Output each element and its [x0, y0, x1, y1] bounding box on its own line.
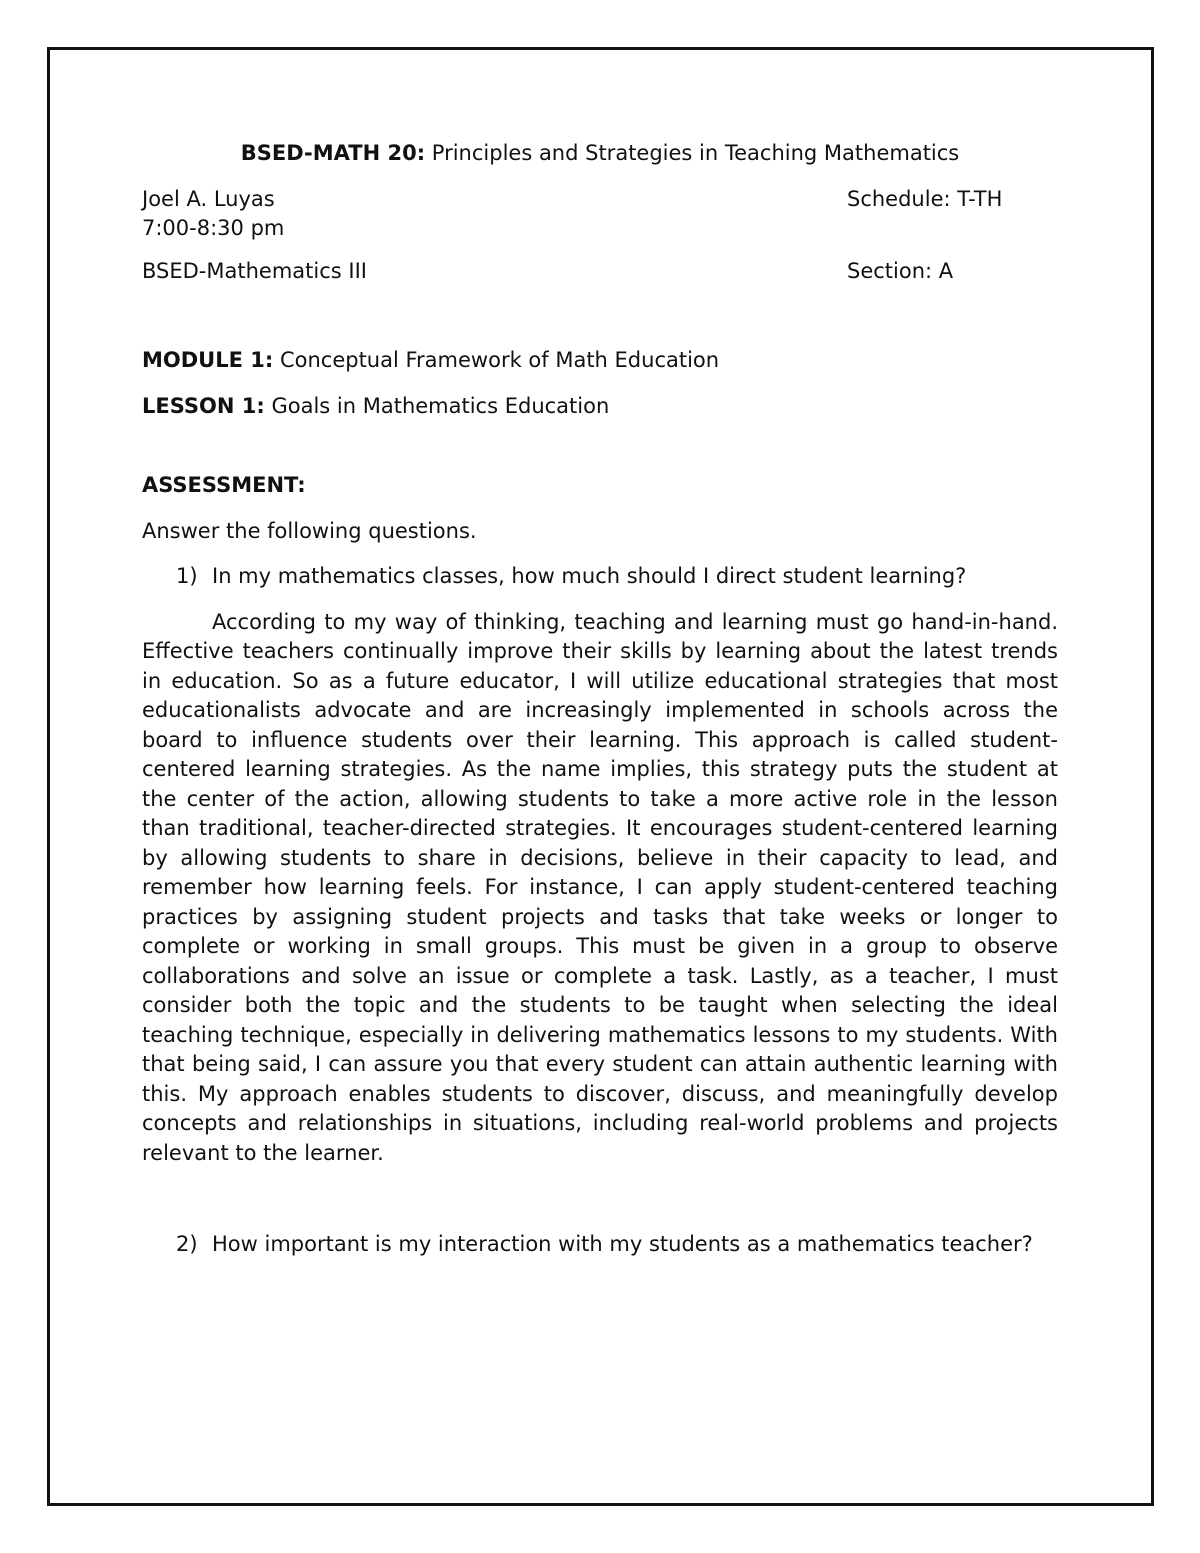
lesson-title: Goals in Mathematics Education	[264, 393, 610, 418]
question-text: In my mathematics classes, how much should I direct student learning?	[212, 564, 967, 588]
schedule: Schedule: T-TH	[847, 186, 1003, 211]
section: Section: A	[847, 258, 954, 283]
assessment-instruction: Answer the following questions.	[142, 518, 477, 543]
course-name: Principles and Strategies in Teaching Mathematics	[425, 141, 960, 165]
document-body	[142, 139, 1058, 1260]
course-code: BSED-MATH 20:	[240, 141, 426, 165]
info-row-name	[142, 185, 1058, 215]
class-time: 7:00-8:30 pm	[142, 216, 285, 240]
module-title: Conceptual Framework of Math Education	[273, 348, 720, 372]
program: BSED-Mathematics III	[142, 258, 367, 283]
question-number: 1)	[176, 564, 198, 588]
lesson-label: LESSON 1:	[142, 393, 265, 418]
info-row-time	[142, 214, 1058, 244]
assessment-heading: ASSESSMENT:	[142, 473, 306, 497]
question-2	[142, 1230, 1058, 1260]
info-row-program	[142, 257, 1058, 287]
question-1	[142, 562, 1058, 592]
question-number: 2)	[176, 1232, 198, 1256]
module-heading	[142, 346, 1058, 376]
student-name: Joel A. Luyas	[142, 186, 275, 211]
lesson-heading	[142, 392, 1058, 422]
question-text: How important is my interaction with my students as a mathematics teacher?	[212, 1232, 1033, 1256]
answer-paragraph: According to my way of thinking, teaching and learning must go hand-in-hand. Effective teachers continually improve their skills by learning about the latest trends in education. So as a future educator, I will utilize educational strategies that most educationalists advocate and are increasingly implemented in schools across the board to influence students over their learning. This approach is called student-centered learning strategies. As the name implies, this strategy puts the student at the center of the action, allowing students to take a more active role in the lesson than traditional, teacher-directed strategies. It encourages student-centered learning by allowing students to share in decisions, believe in their capacity to lead, and remember how learning feels. For instance, I can apply student-centered teaching practices by assigning student projects and tasks that take weeks or longer to complete or working in small groups. This must be given in a group to observe collaborations and solve an issue or complete a task. Lastly, as a teacher, I must consider both the topic and the students to be taught when selecting the ideal teaching technique, especially in delivering mathematics lessons to my students. With that being said, I can assure you that every student can attain authentic learning with this. My approach enables students to discover, discuss, and meaningfully develop concepts and relationships in situations, including real-world problems and projects relevant to the learner.	[142, 609, 1058, 1165]
module-label: MODULE 1:	[142, 348, 274, 372]
course-title	[142, 139, 1058, 169]
